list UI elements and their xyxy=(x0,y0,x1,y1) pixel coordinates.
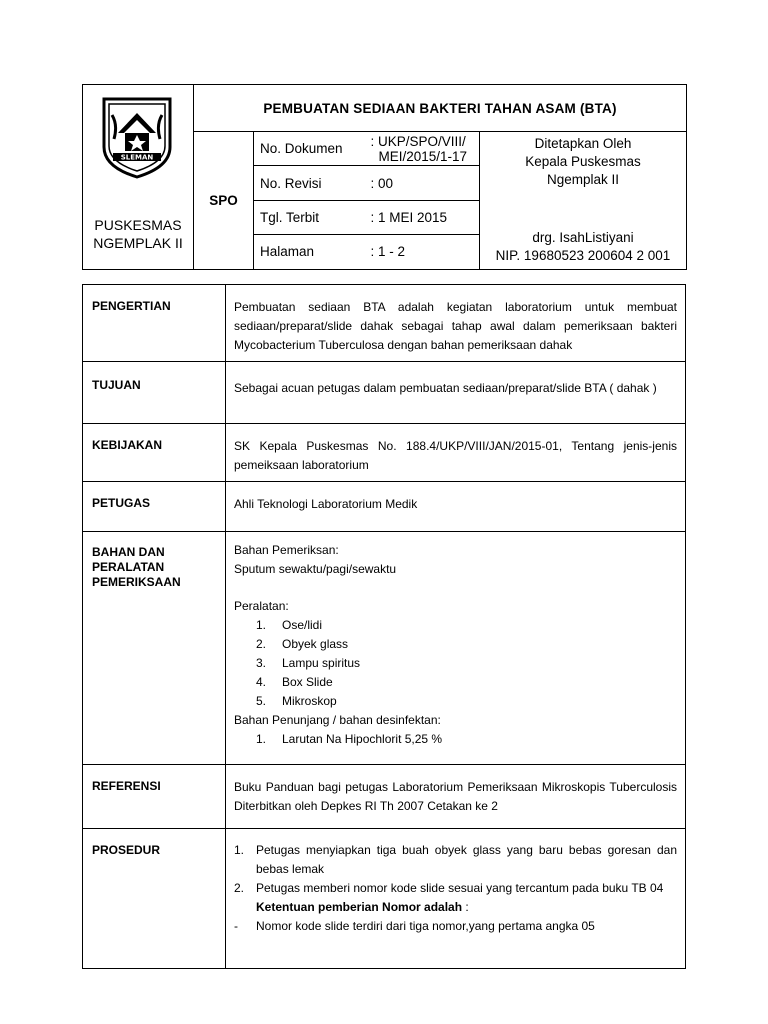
bahan-value: Sputum sewaktu/pagi/sewaktu xyxy=(234,562,397,576)
text-bahan xyxy=(226,532,686,765)
meta-value-halaman: : 1 - 2 xyxy=(367,234,480,269)
header-table xyxy=(82,84,687,270)
row-pengertian xyxy=(83,285,686,362)
label-kebijakan: KEBIJAKAN xyxy=(83,424,226,482)
approval-heading: Ditetapkan Oleh Kepala Puskesmas Ngemplak II xyxy=(525,136,641,188)
row-prosedur xyxy=(83,829,686,969)
spo-label: SPO xyxy=(194,132,254,270)
bahan-heading: Bahan Pemeriksan: xyxy=(234,543,339,557)
label-referensi: REFERENSI xyxy=(83,765,226,829)
list-item: 4. Box Slide xyxy=(256,675,333,689)
svg-text:SLEMAN: SLEMAN xyxy=(120,153,154,162)
meta-label-dokumen: No. Dokumen xyxy=(254,132,367,166)
sleman-logo-icon xyxy=(98,95,176,179)
list-item: 1. Petugas menyiapkan tiga buah obyek glass yang baru bebas goresan dan bebas lemak xyxy=(234,843,677,876)
approval-block xyxy=(480,132,687,270)
label-bahan: BAHAN DAN PERALATAN PEMERIKSAAN xyxy=(83,532,226,765)
list-item: Ketentuan pemberian Nomor adalah : xyxy=(256,900,469,914)
list-item: 2. Obyek glass xyxy=(256,637,349,651)
logo-cell xyxy=(83,85,194,270)
meta-label-terbit: Tgl. Terbit xyxy=(254,200,367,234)
list-item: 1. Larutan Na Hipochlorit 5,25 % xyxy=(256,732,443,746)
peralatan-list xyxy=(234,616,677,711)
label-tujuan: TUJUAN xyxy=(83,362,226,424)
meta-label-revisi: No. Revisi xyxy=(254,166,367,200)
row-bahan xyxy=(83,532,686,765)
meta-label-halaman: Halaman xyxy=(254,234,367,269)
list-item: 3. Lampu spiritus xyxy=(256,656,361,670)
label-pengertian: PENGERTIAN xyxy=(83,285,226,362)
label-petugas: PETUGAS xyxy=(83,482,226,532)
row-kebijakan xyxy=(83,424,686,482)
row-petugas xyxy=(83,482,686,532)
row-tujuan xyxy=(83,362,686,424)
text-tujuan: Sebagai acuan petugas dalam pembuatan sediaan/preparat/slide BTA ( dahak ) xyxy=(226,362,686,424)
list-item: 2. Petugas memberi nomor kode slide sesuai yang tercantum pada buku TB 04 xyxy=(234,881,664,895)
text-petugas: Ahli Teknologi Laboratorium Medik xyxy=(226,482,686,532)
text-kebijakan: SK Kepala Puskesmas No. 188.4/UKP/VIII/JAN/2015-01, Tentang jenis-jenis pemeiksaan laboratorium xyxy=(226,424,686,482)
peralatan-heading: Peralatan: xyxy=(234,599,289,613)
penunjang-heading: Bahan Penunjang / bahan desinfektan: xyxy=(234,713,441,727)
text-prosedur xyxy=(226,829,686,969)
list-item: 1. Ose/lidi xyxy=(256,618,323,632)
row-referensi xyxy=(83,765,686,829)
text-referensi: Buku Panduan bagi petugas Laboratorium Pemeriksaan Mikroskopis Tuberculosis Diterbitkan oleh Depkes RI Th 2007 Cetakan ke 2 xyxy=(226,765,686,829)
approval-signatory: drg. IsahListiyani NIP. 19680523 200604 2 001 xyxy=(495,230,671,263)
prosedur-list xyxy=(234,841,677,936)
list-item: - Nomor kode slide terdiri dari tiga nomor,yang pertama angka 05 xyxy=(234,919,595,933)
meta-value-dokumen: : UKP/SPO/VIII/ MEI/2015/1-17 xyxy=(367,132,480,166)
meta-value-terbit: : 1 MEI 2015 xyxy=(367,200,480,234)
penunjang-list xyxy=(234,730,677,749)
document-title: PEMBUATAN SEDIAAN BAKTERI TAHAN ASAM (BTA) xyxy=(194,85,687,132)
text-pengertian: Pembuatan sediaan BTA adalah kegiatan laboratorium untuk membuat sediaan/preparat/slide dahak sebagai tahap awal dalam pemeriksaan bakteri Mycobacterium Tuberculosa dengan bahan pemeriksaan dahak xyxy=(226,285,686,362)
organization-name: PUSKESMAS NGEMPLAK II xyxy=(93,217,183,251)
content-table xyxy=(82,284,686,969)
label-prosedur: PROSEDUR xyxy=(83,829,226,969)
list-item: 5. Mikroskop xyxy=(256,694,337,708)
meta-value-revisi: : 00 xyxy=(367,166,480,200)
